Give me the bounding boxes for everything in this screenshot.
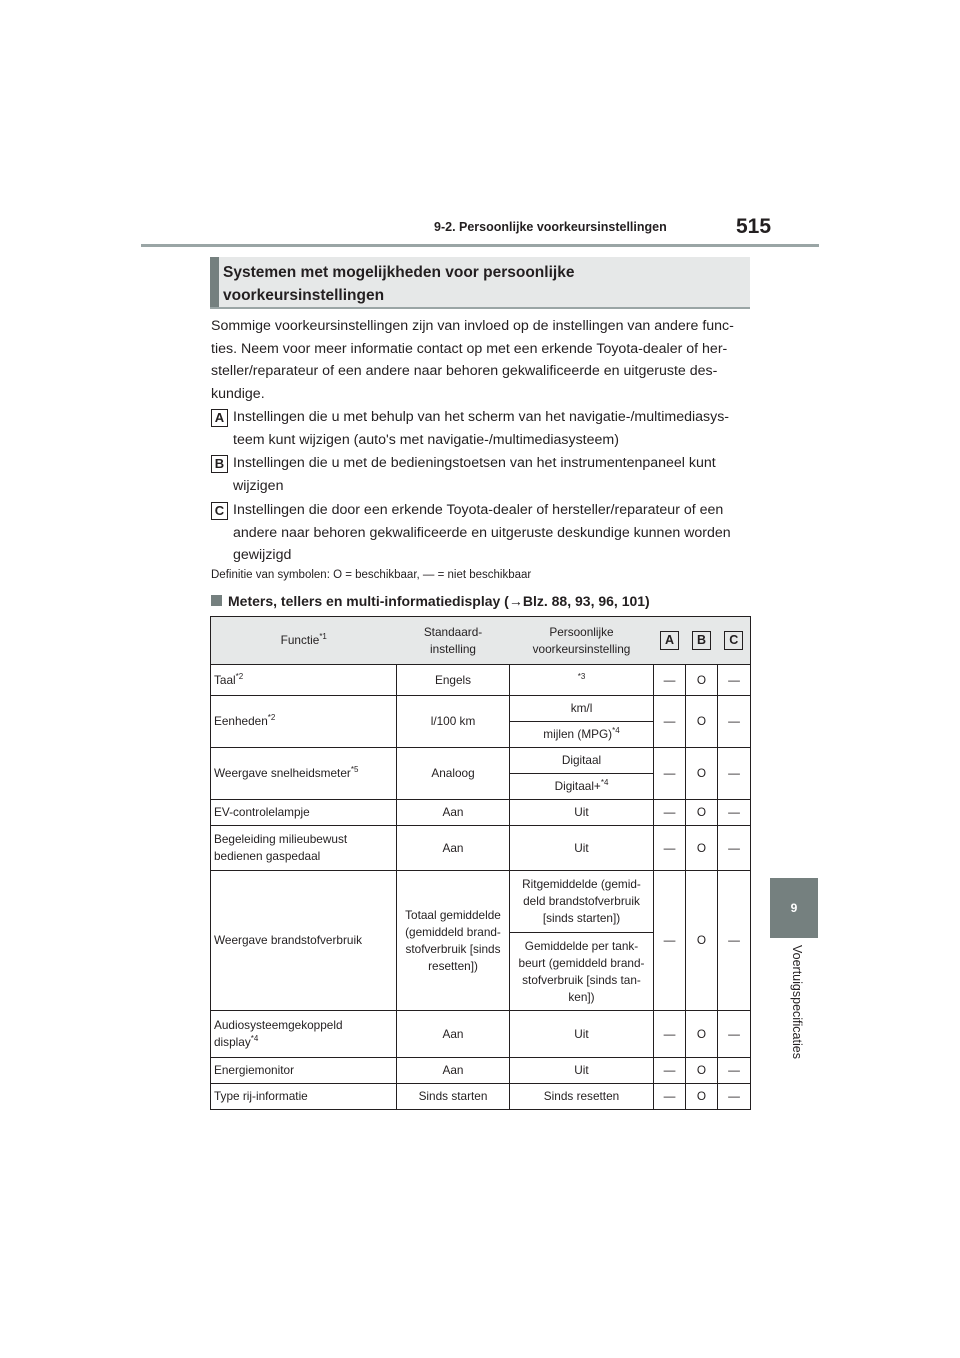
header-col-a: A (654, 617, 686, 665)
row-col-a: — (654, 1058, 686, 1084)
table-row (211, 665, 751, 696)
intro-line: Sommige voorkeursinstellingen zijn van invloed op de instellingen van andere func- (211, 318, 734, 334)
table-header-row (211, 617, 751, 665)
letter-a-box: A (211, 409, 228, 427)
row-standard: Sinds starten (397, 1084, 510, 1110)
row-personal-option: km/l (510, 696, 654, 722)
row-standard: Aan (397, 1058, 510, 1084)
intro-line: steller/reparateur of een andere naar behoren gekwalificeerde en uitgeruste des- (211, 363, 718, 380)
subsection-pages: Blz. 88, 93, 96, 101) (522, 593, 650, 609)
row-function: EV-controlelampje (211, 800, 397, 826)
row-col-a: — (654, 871, 686, 1011)
chapter-tab: 9 (770, 878, 818, 938)
letter-c-box: C (211, 502, 228, 520)
row-col-c: — (718, 1011, 751, 1058)
row-standard: Analoog (397, 748, 510, 800)
section-heading-box (210, 257, 750, 309)
row-col-b: O (686, 696, 718, 748)
row-col-c: — (718, 665, 751, 696)
row-col-c: — (718, 800, 751, 826)
row-col-c: — (718, 1084, 751, 1110)
table-row (211, 826, 751, 871)
row-function: Energiemonitor (211, 1058, 397, 1084)
row-col-b: O (686, 665, 718, 696)
chapter-label: Voertuigspecificaties (790, 945, 804, 1059)
row-col-b: O (686, 1084, 718, 1110)
legend-line: Instellingen die door een erkende Toyota-dealer of hersteller/reparateur of een (233, 502, 724, 518)
table-row (211, 696, 751, 722)
row-personal-option: Ritgemiddelde (gemid- deld brandstofverbruik [sinds starten]) (510, 871, 654, 933)
row-col-a: — (654, 826, 686, 871)
header-standard: Standaard- instelling (423, 624, 483, 656)
section-heading-bar (210, 257, 219, 307)
legend-text (233, 499, 758, 567)
header-rule (141, 244, 819, 247)
row-function: Taal$^{*2}$ (211, 665, 397, 696)
row-standard: l/100 km (397, 696, 510, 748)
row-col-b: O (686, 748, 718, 800)
row-personal: *3 (510, 665, 654, 696)
row-standard: Engels (397, 665, 510, 696)
row-col-a: — (654, 1011, 686, 1058)
letter-b-box: B (211, 455, 228, 473)
legend-line: Instellingen die u met behulp van het scherm van het navigatie-/multimediasys- (233, 409, 730, 425)
row-personal: Uit (510, 1058, 654, 1084)
row-personal-option: mijlen (MPG)$^{*4}$ (510, 722, 654, 748)
legend-line: wijzigen (233, 477, 284, 494)
row-function: Begeleiding milieubewust bedienen gaspedaal (211, 826, 397, 871)
row-function: Type rij-informatie (211, 1084, 397, 1110)
subsection-heading (211, 593, 650, 609)
header-col-b: B (686, 617, 718, 665)
legend-line: teem kunt wijzigen (auto's met navigatie-/multimediasysteem) (233, 431, 619, 448)
arrow-icon: → (508, 593, 523, 609)
legend-line: Instellingen die u met de bedieningstoetsen van het instrumentenpaneel kunt (233, 455, 716, 471)
row-col-c: — (718, 826, 751, 871)
section-heading-line: Systemen met mogelijkheden voor persoonlijke (223, 264, 575, 281)
intro-paragraph (211, 315, 756, 406)
row-personal: Sinds resetten (510, 1084, 654, 1110)
row-col-b: O (686, 871, 718, 1011)
legend-line: andere naar behoren gekwalificeerde en uitgeruste deskundige kunnen worden (233, 524, 731, 541)
row-standard: Aan (397, 800, 510, 826)
row-col-b: O (686, 1011, 718, 1058)
square-bullet-icon (211, 595, 222, 606)
row-col-b: O (686, 800, 718, 826)
intro-line: ties. Neem voor meer informatie contact op met een erkende Toyota-dealer of her- (211, 340, 728, 357)
row-col-a: — (654, 696, 686, 748)
row-col-c: — (718, 748, 751, 800)
section-heading-line: voorkeursinstellingen (223, 287, 385, 304)
legend-text (233, 406, 758, 451)
page-number: 515 (736, 215, 772, 238)
table-row (211, 748, 751, 774)
row-col-a: — (654, 800, 686, 826)
row-col-a: — (654, 665, 686, 696)
row-col-a: — (654, 748, 686, 800)
row-function: Weergave brandstofverbruik (211, 871, 397, 1011)
row-function: Eenheden$^{*2}$ (211, 696, 397, 748)
row-col-c: — (718, 696, 751, 748)
table-row (211, 871, 751, 933)
row-function: Audiosysteemgekoppeld display$^{*4}$ (211, 1011, 397, 1058)
row-col-a: — (654, 1084, 686, 1110)
subsection-prefix: Meters, tellers en multi-informatiedisplay ( (228, 593, 509, 609)
row-personal: Uit (510, 1011, 654, 1058)
row-col-c: — (718, 871, 751, 1011)
row-function: Weergave snelheidsmeter$^{*5}$ (211, 748, 397, 800)
header-function: Functie$^{*1}$ (280, 632, 327, 647)
row-personal-option: Digitaal+$^{*4}$ (510, 774, 654, 800)
table-row (211, 1058, 751, 1084)
running-header-section: 9-2. Persoonlijke voorkeursinstellingen (434, 220, 667, 234)
settings-table (210, 616, 751, 1110)
table-row (211, 800, 751, 826)
header-personal: Persoonlijke voorkeursinstelling (532, 624, 631, 656)
row-personal: Uit (510, 826, 654, 871)
row-personal-option: Gemiddelde per tank- beurt (gemiddeld brand- stofverbruik [sinds tan- ken]) (510, 933, 654, 1011)
table-row (211, 1084, 751, 1110)
row-personal: Uit (510, 800, 654, 826)
header-col-c: C (718, 617, 751, 665)
row-col-b: O (686, 1058, 718, 1084)
symbol-definition: Definitie van symbolen: O = beschikbaar, — = niet beschikbaar (211, 569, 532, 581)
intro-line: kundige. (211, 386, 265, 403)
row-standard: Aan (397, 1011, 510, 1058)
row-standard: Totaal gemiddelde (gemiddeld brand- stofverbruik [sinds resetten]) (397, 871, 510, 1011)
section-heading (223, 261, 574, 307)
legend-text (233, 452, 758, 497)
row-personal-option: Digitaal (510, 748, 654, 774)
row-standard: Aan (397, 826, 510, 871)
row-col-b: O (686, 826, 718, 871)
row-col-c: — (718, 1058, 751, 1084)
table-row (211, 1011, 751, 1058)
legend-line: gewijzigd (233, 547, 292, 564)
